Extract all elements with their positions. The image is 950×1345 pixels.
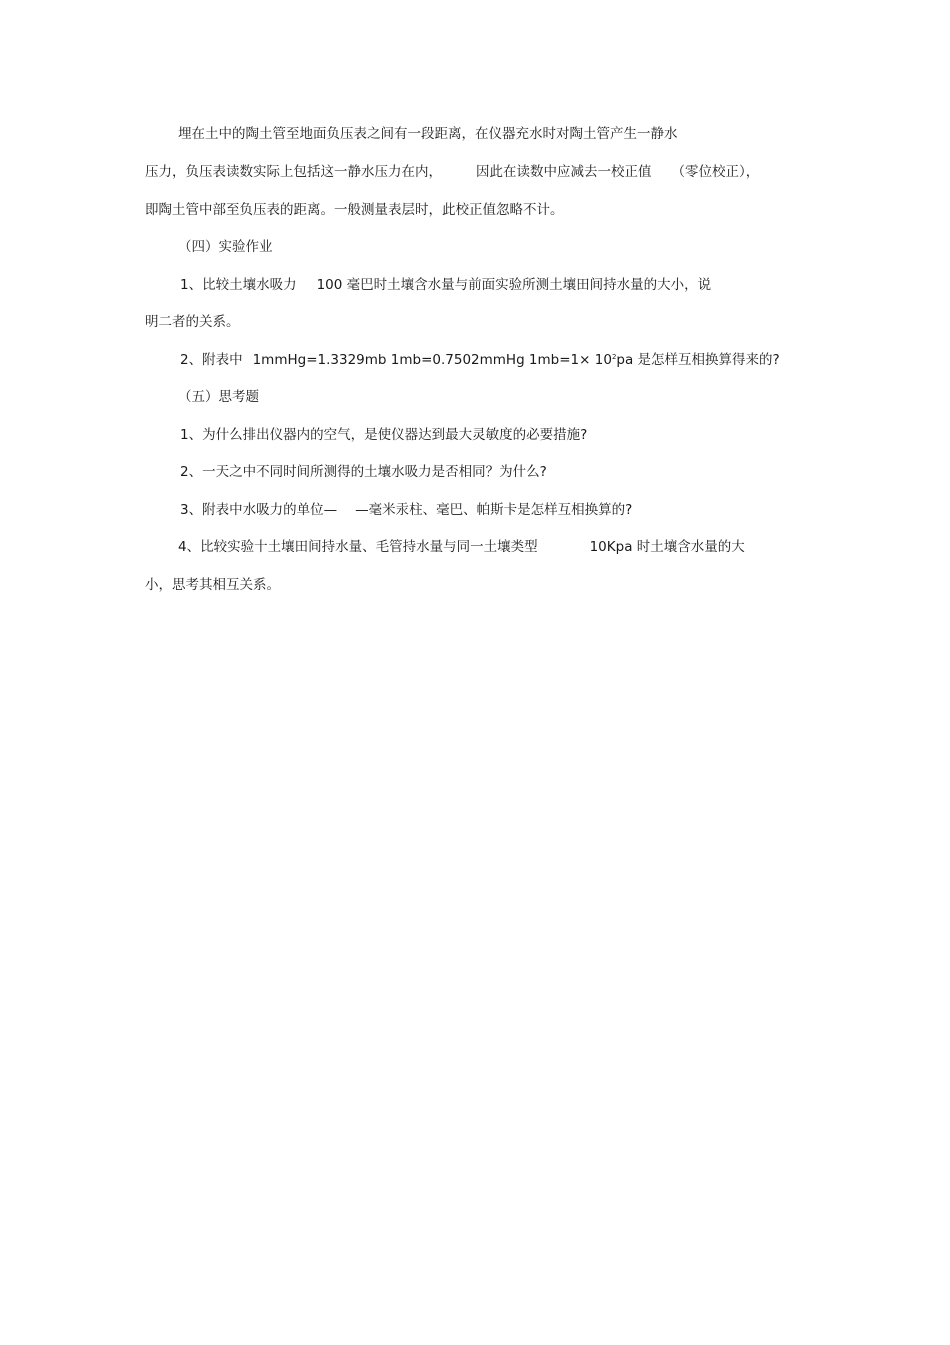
- question-4-part-a: 4、比较实验十土壤田间持水量、毛管持水量与同一土壤类型: [178, 539, 538, 555]
- homework-item-2-part-a: 2、附表中: [180, 352, 243, 368]
- paragraph-line-2-part-c: （零位校正），: [671, 164, 760, 180]
- question-3-part-b: —毫米汞柱、毫巴、帕斯卡是怎样互相换算的?: [355, 502, 633, 518]
- homework-item-1: [180, 276, 711, 294]
- section-heading-thinking-questions: （五）思考题: [178, 389, 259, 405]
- homework-item-1-part-b: 100 毫巴时土壤含水量与前面实验所测土壤田间持水量的大小，说: [316, 277, 712, 293]
- homework-item-2-part-c: pa 是怎样互相换算得来的?: [616, 352, 780, 368]
- question-4-part-b: 10Kpa 时土壤含水量的大: [589, 539, 745, 555]
- question-3-part-a: 3、附表中水吸力的单位—: [180, 502, 338, 518]
- question-4-continuation: 小，思考其相互关系。: [145, 577, 280, 593]
- paragraph-line-2-part-a: 压力，负压表读数实际上包括这一静水压力在内，: [145, 164, 442, 180]
- question-2: 2、一天之中不同时间所测得的土壤水吸力是否相同？为什么?: [180, 464, 547, 480]
- homework-item-2-exponent: 2: [611, 353, 617, 361]
- paragraph-line-1: 埋在土中的陶土管至地面负压表之间有一段距离，在仪器充水时对陶土管产生一静水: [178, 126, 678, 142]
- section-heading-experiment-homework: （四）实验作业: [178, 239, 273, 255]
- paragraph-line-2: [145, 163, 759, 181]
- homework-item-1-continuation: 明二者的关系。: [145, 314, 240, 330]
- homework-item-2: [180, 351, 780, 369]
- homework-item-1-part-a: 1、比较土壤水吸力: [180, 277, 297, 293]
- question-4: [178, 538, 745, 556]
- question-1: 1、为什么排出仪器内的空气，是使仪器达到最大灵敏度的必要措施?: [180, 427, 588, 443]
- paragraph-line-2-part-b: 因此在读数中应减去一校正值: [476, 164, 652, 180]
- question-3: [180, 501, 632, 519]
- paragraph-line-3: 即陶土管中部至负压表的距离。一般测量表层时，此校正值忽略不计。: [145, 202, 564, 218]
- homework-item-2-formula: 1mmHg=1.3329mb 1mb=0.7502mmHg 1mb=1× 10: [252, 352, 612, 368]
